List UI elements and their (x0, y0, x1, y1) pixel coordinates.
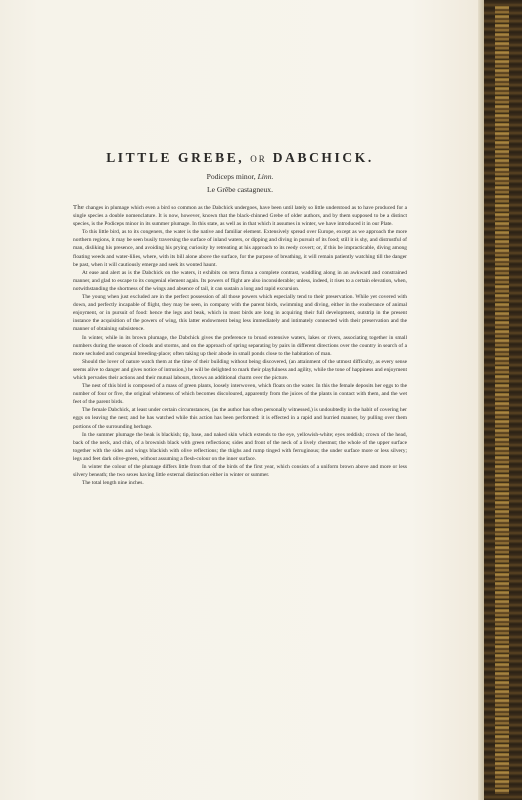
body-text (73, 204, 407, 487)
title-or: OR (250, 154, 267, 164)
latin-name-text: Podiceps minor, (206, 172, 256, 181)
paragraph: The nest of this bird is composed of a mass of green plants, loosely interwoven, which floats on the water. In this the female deposits her eggs to the number of four or five, the original whiteness of which becomes discoloured, apparently from the juices of the plants in contact with them, and the wet feet of the parent birds. (73, 383, 407, 406)
paragraph: The young when just excluded are in the perfect possession of all those powers which especially tend to their preservation. While yet covered with down, and perfectly incapable of flight, they may be seen, in company with the parent birds, swimming and diving, either in the exuberance of animal enjoyment, or in pursuit of food: hence the legs and beak, which in most birds are long in acquiring their full development, outstrip in the present instance the acquisition of the powers of wing, this latter endowment being less immediately and intimately connected with their preservation and the manner of obtaining subsistence. (73, 294, 407, 333)
paragraph: The female Dabchick, at least under certain circumstances, (as the author has often personally witnessed,) is undoubtedly in the habit of covering her eggs on leaving the nest; and he has watched while this action has been performed: it is effected in a rapid and hurried manner, by pulling over them portions of the surrounding herbage. (73, 407, 407, 430)
paragraph: To this little bird, as to its congeners, the water is the native and familiar element. Extensively spread over Europe, except as we approach the more northern regions, it may be seen busily traversing the surface of inland waters, or dipping and diving in pursuit of its food; still it is shy, and distrustful of man, disliking his presence, and avoiding his prying curiosity by retreating at his approach to its reedy covert; or, if this be impracticable, diving among floating weeds and water-lilies, where, with its bill alone above the surface, for the purpose of breathing, it will remain patiently watching till the danger be past, when it will cautiously emerge and seek its wonted haunt. (73, 229, 407, 268)
paragraph: The total length nine inches. (82, 480, 144, 487)
paragraph: Should the lover of nature watch them at the time of their building without being discovered, (an attainment of the utmost difficulty, as every sense seems alive to danger and gives notice of intrusion,) he will be delighted to mark their playfulness and agility, while the tone of happiness and enjoyment which pervades their actions and their mutual labours, throws an additional charm over the picture. (73, 358, 407, 381)
page-title (73, 150, 407, 167)
paragraph: In the summer plumage the beak is blackish; tip, base, and naked skin which extends to the eye, yellowish-white; eyes reddish; crown of the head, back of the neck, and chin, of a brownish black with green reflections; sides and front of the neck of a lively chestnut; the whole of the upper surface together with the sides and wings blackish with olive reflections; the thighs and rump tinged with ferruginous; the under surface more or less silvery; legs and feet dark olive-green, without assuming a flesh-colour on the inner surface. (73, 431, 407, 462)
title-part-1: LITTLE GREBE, (106, 150, 245, 165)
paragraph: In winter, while in its brown plumage, the Dabchick gives the preference to broad extensive waters, lakes or rivers, associating together in small numbers during the season of clouds and storms, and on the approach of spring separating by pairs in different directions over the country in search of a more secluded and congenial breeding-place; often taking up their abode in small ponds close to the habitation of man. (73, 334, 407, 357)
gilt-edge-decoration (495, 6, 509, 794)
paragraph: In winter the colour of the plumage differs little from that of the birds of the first year, which consists of a uniform brown above and more or less silvery beneath; the two sexes having little external distinction either in winter or summer. (73, 464, 407, 479)
latin-authority: Linn. (257, 172, 274, 181)
paragraph: At ease and alert as is the Dabchick on the waters, it exhibits on terra firma a complete contrast, waddling along in an awkward and constrained manner, and glad to escape to its congenial element again. Its powers of flight are also inconsiderable; unless, indeed, it rises to a certain elevation, when, notwithstanding the shortness of the wings and absence of tail, it can sustain a long and rapid excursion. (73, 269, 407, 292)
paragraph: The changes in plumage which even a bird so common as the Dabchick undergoes, have been until lately so little understood as to have produced for a single species a double nomenclature. It is now, however, known that the black-chinned Grebe of older authors, and by them supposed to be a distinct species, is the Podiceps minor in its summer plumage. In this state, as well as in that which it assumes in winter, we have introduced it in our Plate. (73, 204, 407, 228)
page-content (73, 150, 407, 487)
title-part-2: DABCHICK. (272, 150, 374, 165)
latin-name (73, 172, 407, 181)
page-edge (478, 0, 484, 800)
french-name: Le Grêbe castagneux. (207, 185, 273, 194)
opening-word: The (73, 204, 85, 211)
